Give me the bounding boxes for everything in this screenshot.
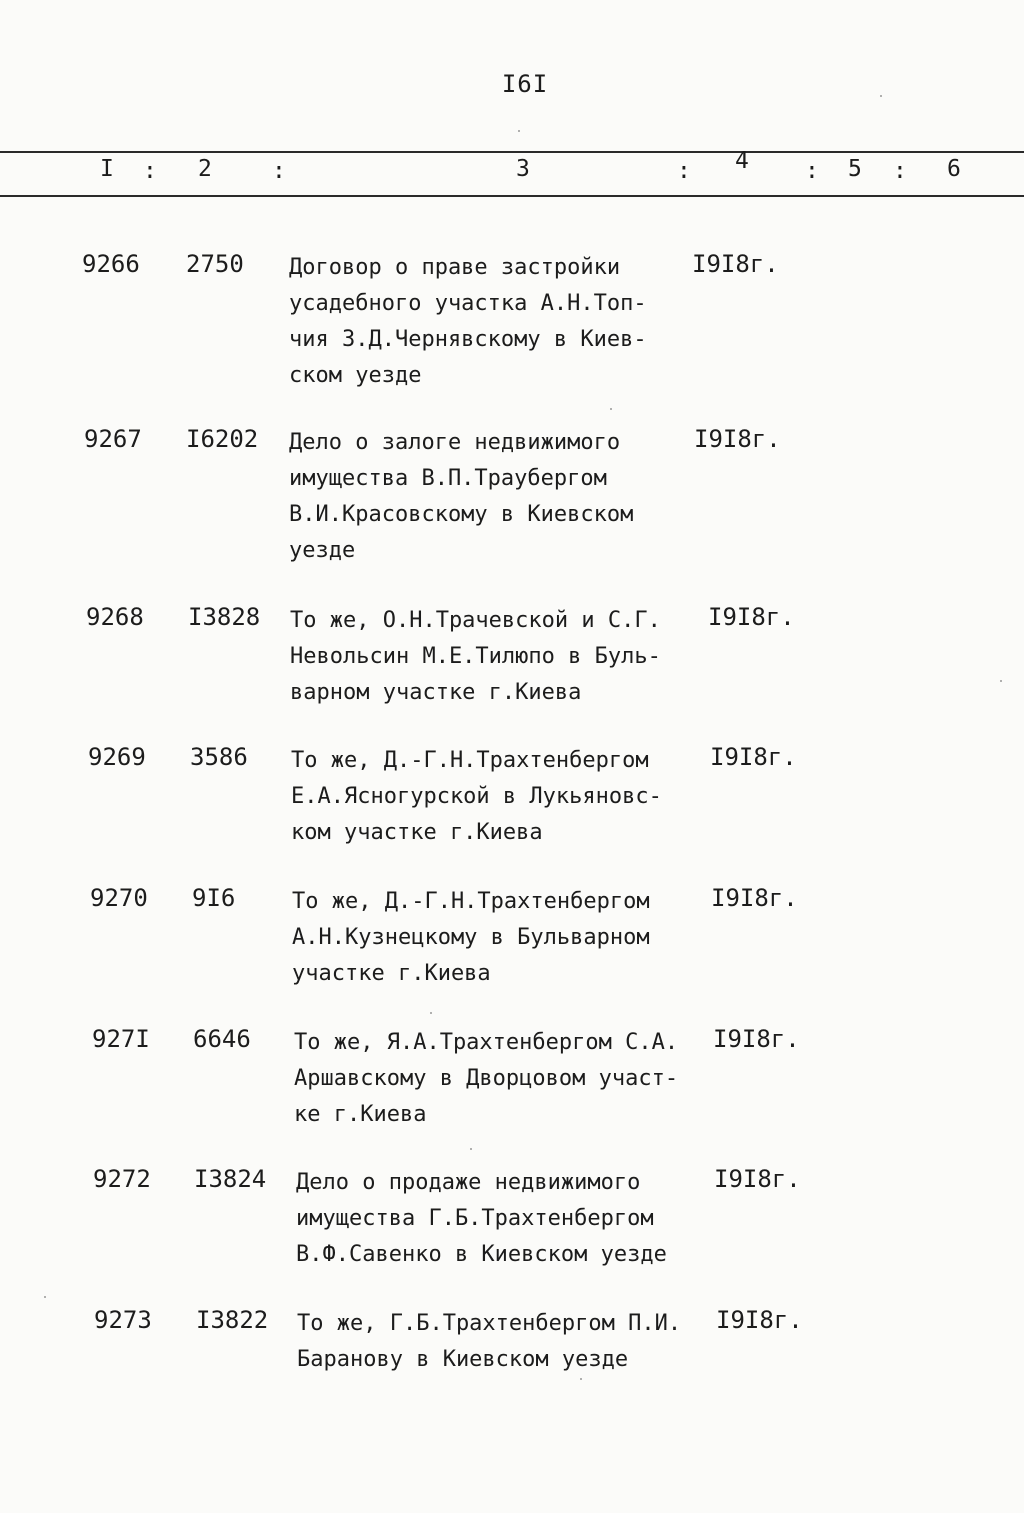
description-line: чия З.Д.Чернявскому в Киев-: [289, 327, 647, 352]
description-line: Договор о праве застройки: [289, 255, 621, 280]
entry-row: [0, 603, 1024, 753]
entry-number: 9272: [93, 1165, 151, 1193]
entry-code: 6646: [193, 1025, 251, 1053]
entry-number: 9273: [94, 1306, 152, 1334]
description-line: Дело о залоге недвижимого: [289, 430, 621, 455]
description-line: ком участке г.Киева: [291, 820, 543, 845]
column-number-6: 6: [947, 156, 961, 182]
entry-code: 2750: [186, 250, 244, 278]
description-line: В.Ф.Савенко в Киевском уезде: [296, 1242, 667, 1267]
description-line: усадебного участка А.Н.Топ-: [289, 291, 647, 316]
column-separator: :: [893, 158, 907, 184]
description-line: То же, О.Н.Трачевской и С.Г.: [290, 608, 661, 633]
entry-number: 9269: [88, 743, 146, 771]
scan-speck: [470, 1148, 472, 1150]
entry-description: [289, 250, 709, 394]
description-line: То же, Д.-Г.Н.Трахтенбергом: [291, 748, 649, 773]
entry-description: [297, 1306, 717, 1378]
description-line: варном участке г.Киева: [290, 680, 582, 705]
description-line: ке г.Киева: [294, 1102, 427, 1127]
entry-year: I9I8г.: [710, 743, 797, 771]
description-line: уезде: [289, 538, 356, 563]
entry-year: I9I8г.: [711, 884, 798, 912]
scan-speck: [430, 1012, 432, 1014]
entry-row: [0, 743, 1024, 893]
description-line: Е.А.Ясногурской в Лукьяновс-: [291, 784, 662, 809]
column-separator: :: [677, 158, 691, 184]
entry-number: 9270: [90, 884, 148, 912]
entry-number: 9268: [86, 603, 144, 631]
scan-speck: [1000, 680, 1002, 682]
description-line: То же, Д.-Г.Н.Трахтенбергом: [292, 889, 650, 914]
entry-code: 9I6: [192, 884, 236, 912]
entry-number: 9266: [82, 250, 140, 278]
entry-description: [292, 884, 712, 992]
description-line: Невольсин М.Е.Тилюпо в Буль-: [290, 644, 661, 669]
entry-year: I9I8г.: [713, 1025, 800, 1053]
description-line: Баранову в Киевском уезде: [297, 1347, 629, 1372]
description-line: В.И.Красовскому в Киевском: [289, 502, 634, 527]
entry-code: I6202: [186, 425, 259, 453]
entry-code: I3824: [194, 1165, 267, 1193]
column-separator: :: [805, 158, 819, 184]
entry-row: [0, 1306, 1024, 1456]
entry-code: I3828: [188, 603, 261, 631]
entry-description: [291, 743, 711, 851]
description-line: имущества Г.Б.Трахтенбергом: [296, 1206, 654, 1231]
column-number-1: I: [100, 156, 114, 182]
page-number: I6I: [501, 70, 549, 98]
entry-row: [0, 884, 1024, 1034]
entry-code: 3586: [190, 743, 248, 771]
entry-row: [0, 250, 1024, 400]
entry-description: [296, 1165, 716, 1273]
description-line: То же, Я.А.Трахтенбергом С.А.: [294, 1030, 679, 1055]
entry-year: I9I8г.: [716, 1306, 803, 1334]
entry-description: [289, 425, 709, 569]
description-line: Дело о продаже недвижимого: [296, 1170, 641, 1195]
description-line: имущества В.П.Траубергом: [289, 466, 607, 491]
entry-row: [0, 1165, 1024, 1315]
column-number-5: 5: [848, 156, 862, 182]
header-bottom-rule: [0, 195, 1024, 197]
entry-description: [294, 1025, 714, 1133]
entry-number: 9267: [84, 425, 142, 453]
description-line: ском уезде: [289, 363, 422, 388]
entry-year: I9I8г.: [708, 603, 795, 631]
column-number-3: 3: [516, 156, 530, 182]
entry-code: I3822: [196, 1306, 269, 1334]
entry-row: [0, 1025, 1024, 1175]
description-line: То же, Г.Б.Трахтенбергом П.И.: [297, 1311, 682, 1336]
scan-speck: [580, 1378, 582, 1380]
header-top-rule: [0, 151, 1024, 153]
description-line: А.Н.Кузнецкому в Бульварном: [292, 925, 650, 950]
scan-speck: [44, 1296, 46, 1298]
scan-speck: [518, 130, 520, 132]
entry-row: [0, 425, 1024, 575]
entry-year: I9I8г.: [694, 425, 781, 453]
description-line: Аршавскому в Дворцовом участ-: [294, 1066, 679, 1091]
entry-year: I9I8г.: [692, 250, 779, 278]
column-separator: :: [143, 158, 157, 184]
scan-speck: [880, 95, 882, 97]
column-separator: :: [272, 158, 286, 184]
description-line: участке г.Киева: [292, 961, 491, 986]
entry-year: I9I8г.: [714, 1165, 801, 1193]
column-number-4: 4: [735, 148, 749, 174]
column-number-2: 2: [198, 156, 212, 182]
entry-number: 927I: [92, 1025, 150, 1053]
scan-speck: [610, 408, 612, 410]
entry-description: [290, 603, 710, 711]
